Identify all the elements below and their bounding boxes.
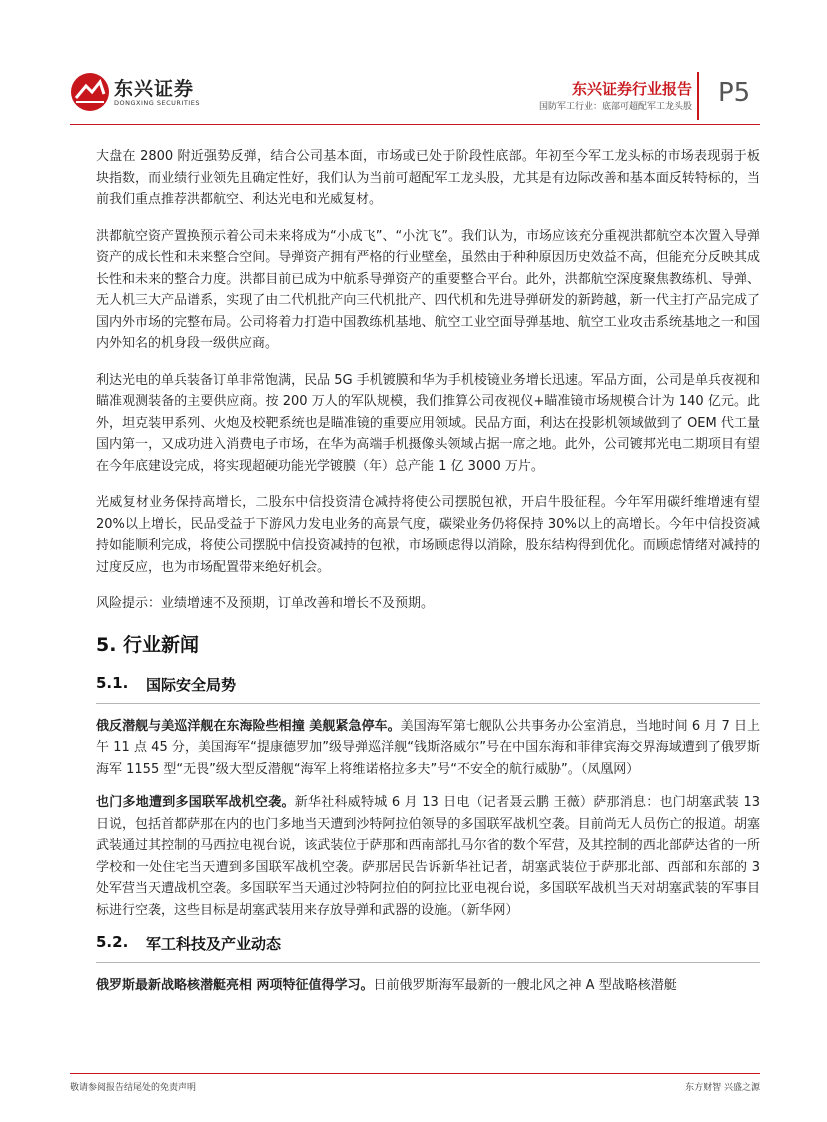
news-headline: 俄罗斯最新战略核潜艇亮相 两项特征值得学习。	[96, 978, 374, 993]
section-rule	[96, 962, 760, 963]
news-item	[96, 792, 760, 921]
section-5-title: 5. 行业新闻	[96, 633, 200, 656]
news-item	[96, 716, 760, 781]
logo-mark-icon	[70, 72, 110, 112]
section-5-1-heading	[96, 674, 760, 703]
section-rule	[96, 703, 760, 704]
report-body	[96, 146, 760, 1012]
section-number: 5.2.	[96, 933, 129, 951]
logo-text-cn: 东兴证券	[114, 78, 195, 100]
header-divider	[697, 72, 699, 120]
paragraph-guangwei: 光威复材业务保持高增长，二股东中信投资清仓减持将使公司摆脱包袱，开启牛股征程。今年军用碳纤维增速有望 20%以上增长，民品受益于下游风力发电业务的高景气度，碳梁业务仍将保持 30%以上的高增长。今年中信投资减持如能顺利完成，将使公司摆脱中信投资减持的包袱，市场顾虑得以消除，股东结构得到优化。而顾虑情绪对减持的过度反应，也为市场配置带来绝好机会。	[96, 495, 760, 575]
news-body: 美国海军第七舰队公共事务办公室消息，当地时间 6 月 7 日上午 11 点 45 分，美国海军“提康德罗加”级导弹巡洋舰“钱斯洛威尔”号在中国东海和菲律宾海交界海域遭到了俄罗斯海军 1155 型“无畏”级大型反潜舰“海军上将维诺格拉多夫”号“不安全的航行威胁”。（凤凰网）	[96, 718, 760, 777]
footer-disclaimer: 敬请参阅报告结尾处的免责声明	[70, 1083, 197, 1093]
news-headline: 俄反潜舰与美巡洋舰在东海险些相撞 美舰紧急停车。	[96, 718, 401, 734]
section-number: 5.1.	[96, 673, 129, 692]
header-rule	[70, 124, 760, 125]
paragraph-risk: 风险提示：业绩增速不及预期，订单改善和增长不及预期。	[96, 596, 435, 611]
paragraph-market: 大盘在 2800 附近强势反弹，结合公司基本面，市场或已处于阶段性底部。年初至今军工龙头标的市场表现弱于板块指数，而业绩行业领先且确定性好，我们认为当前可超配军工龙头股，尤其是有边际改善和基本面反转特标的，当前我们重点推荐洪都航空、利达光电和光威复材。	[96, 149, 760, 207]
footer-slogan: 东方财智 兴盛之源	[685, 1083, 760, 1093]
paragraph-lida: 利达光电的单兵装备订单非常饱满，民品 5G 手机镀膜和华为手机棱镜业务增长迅速。军品方面，公司是单兵夜视和瞄准观测装备的主要供应商。按 200 万人的军队规模，我们推算公司夜视仪+瞄准镜市场规模合计为 140 亿元。此外，坦克装甲系列、火炮及校靶系统也是瞄准镜的重要应用领域。民品方面，利达在投影机领域做到了 OEM 代工量国内第一，又成功进入消费电子市场，在华为高端手机摄像头领域占据一席之地。此外，公司镀邦光电二期项目有望在今年底建设完成，将实现超硬功能光学镀膜（年）总产能 1 亿 3000 万片。	[96, 372, 760, 474]
news-body: 新华社科威特城 6 月 13 日电（记者聂云鹏 王薇）萨那消息：也门胡塞武装 13 日说，包括首都萨那在内的也门多地当天遭到沙特阿拉伯领导的多国联军战机空袭。目前尚无人员伤亡的报道。胡塞武装通过其控制的马西拉电视台说，该武装位于萨那和西南部扎马尔省的数个军营，及其控制的西北部萨达省的一所学校和一处住宅当天遭到多国联军战机空袭。萨那居民告诉新华社记者，胡塞武装位于萨那北部、西部和东部的 3 处军营当天遭战机空袭。多国联军当天通过沙特阿拉伯的阿拉比亚电视台说，多国联军战机当天对胡塞武装的军事目标进行空袭，这些目标是胡塞武装用来存放导弹和武器的设施。（新华网）	[96, 795, 760, 918]
footer-rule	[70, 1073, 760, 1074]
news-headline: 也门多地遭到多国联军战机空袭。	[96, 795, 295, 810]
report-subtitle: 国防军工行业：底部可超配军工龙头股	[538, 102, 692, 112]
logo-text-en: DONGXING SECURITIES	[114, 99, 200, 107]
page-header	[0, 0, 827, 128]
paragraph-hongdu: 洪都航空资产置换预示着公司未来将成为“小成飞”、“小沈飞”。我们认为，市场应该充分重视洪都航空本次置入导弹资产的成长性和未来整合空间。导弹资产拥有严格的行业壁垒，虽然由于种种原因历史效益不高，但能充分反映其成长性和未来的整合力度。洪都目前已成为中航系导弹资产的重要整合平台。此外，洪都航空深度聚焦教练机、导弹、无人机三大产品谱系，实现了由二代机批产向三代机批产、四代机和先进导弹研发的新跨越，新一代主打产品完成了国内外市场的完整布局。公司将着力打造中国教练机基地、航空工业空面导弹基地、航空工业攻击系统基地之一和国内外知名的机身段一级供应商。	[96, 228, 760, 351]
section-5-2-heading	[96, 933, 760, 962]
section-title: 军工科技及产业动态	[146, 935, 282, 953]
news-body: 日前俄罗斯海军最新的一艘北风之神 A 型战略核潜艇	[373, 978, 677, 993]
news-item	[96, 975, 760, 997]
report-title: 东兴证券行业报告	[571, 80, 692, 98]
section-title: 国际安全局势	[146, 675, 237, 694]
page-number: P5	[718, 78, 751, 108]
company-logo	[70, 72, 200, 116]
